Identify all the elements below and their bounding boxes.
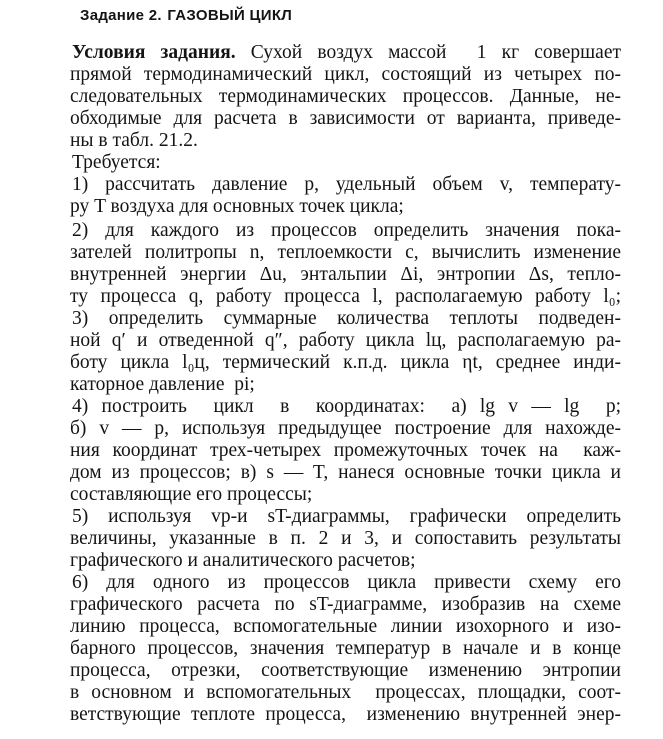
task-heading-title: ГАЗОВЫЙ ЦИКЛ <box>167 7 293 24</box>
item-line: ру T воздуха для основных точек цикла; <box>70 196 404 217</box>
conditions-text: Сухой воздух массой 1 кг совершает <box>235 42 621 63</box>
item-line: ной q′ и отведенной q″, работу цикла lц, располагаемую ра- <box>70 330 621 351</box>
conditions-line: прямой термодинамический цикл, состоящий из четырех по- <box>70 64 621 85</box>
task-heading-label: Задание 2. <box>80 7 162 24</box>
item-line: 3) определить суммарные количества теплоты подведен- <box>72 308 621 329</box>
item-line: каторное давление pi; <box>70 374 255 395</box>
item-line: процесса, отрезки, соответствующие изменению энтропии <box>70 660 621 681</box>
item-line: графического и аналитического расчетов; <box>70 550 416 571</box>
task-heading <box>80 7 292 24</box>
required-heading: Требуется: <box>72 152 161 173</box>
item-line: величины, указанные в п. 2 и 3, и сопоставить результаты <box>70 528 621 549</box>
item-line: зателей политропы n, теплоемкости c, вычислить изменение <box>70 242 621 263</box>
item-line: 5) используя vp-и sT-диаграммы, графически определить <box>72 506 621 527</box>
item-line: графического расчета по sT-диаграмме, изобразив на схеме <box>70 594 621 615</box>
item-line: ту процесса q, работу процесса l, располагаемую работу l₀; <box>70 286 621 307</box>
item-line: в основном и вспомогательных процессах, площадки, соот- <box>70 682 621 703</box>
item-line: 6) для одного из процессов цикла привести схему его <box>72 572 621 593</box>
item-line: линию процесса, вспомогательные линии изохорного и изо- <box>70 616 621 637</box>
conditions-line <box>72 42 621 64</box>
item-line: 2) для каждого из процессов определить значения пока- <box>72 220 621 241</box>
item-line: боту цикла l₀ц, термический к.п.д. цикла ηt, среднее инди- <box>70 352 621 373</box>
item-line: б) v — p, используя предыдущее построение для нахожде- <box>70 418 621 439</box>
item-line: составляющие его процессы; <box>70 484 313 505</box>
item-line: дом из процессов; в) s — T, нанеся основные точки цикла и <box>70 462 621 483</box>
item-line: внутренней энергии Δu, энтальпии Δi, энтропии Δs, тепло- <box>70 264 621 285</box>
conditions-line: следовательных термодинамических процессов. Данные, не- <box>70 86 621 107</box>
item-line: ветствующие теплоте процесса, изменению внутренней энер- <box>70 704 621 725</box>
item-line: барного процессов, значения температур в начале и в конце <box>70 638 621 659</box>
item-line: 1) рассчитать давление p, удельный объем v, температу- <box>72 174 621 195</box>
item-line: 4) построить цикл в координатах: а) lg v — lg p; <box>72 396 621 417</box>
conditions-lead: Условия задания. <box>72 42 236 63</box>
item-line: ния координат трех-четырех промежуточных точек на каж- <box>70 440 621 461</box>
conditions-line: обходимые для расчета в зависимости от варианта, приведе- <box>70 108 621 129</box>
conditions-line: ны в табл. 21.2. <box>70 130 198 151</box>
